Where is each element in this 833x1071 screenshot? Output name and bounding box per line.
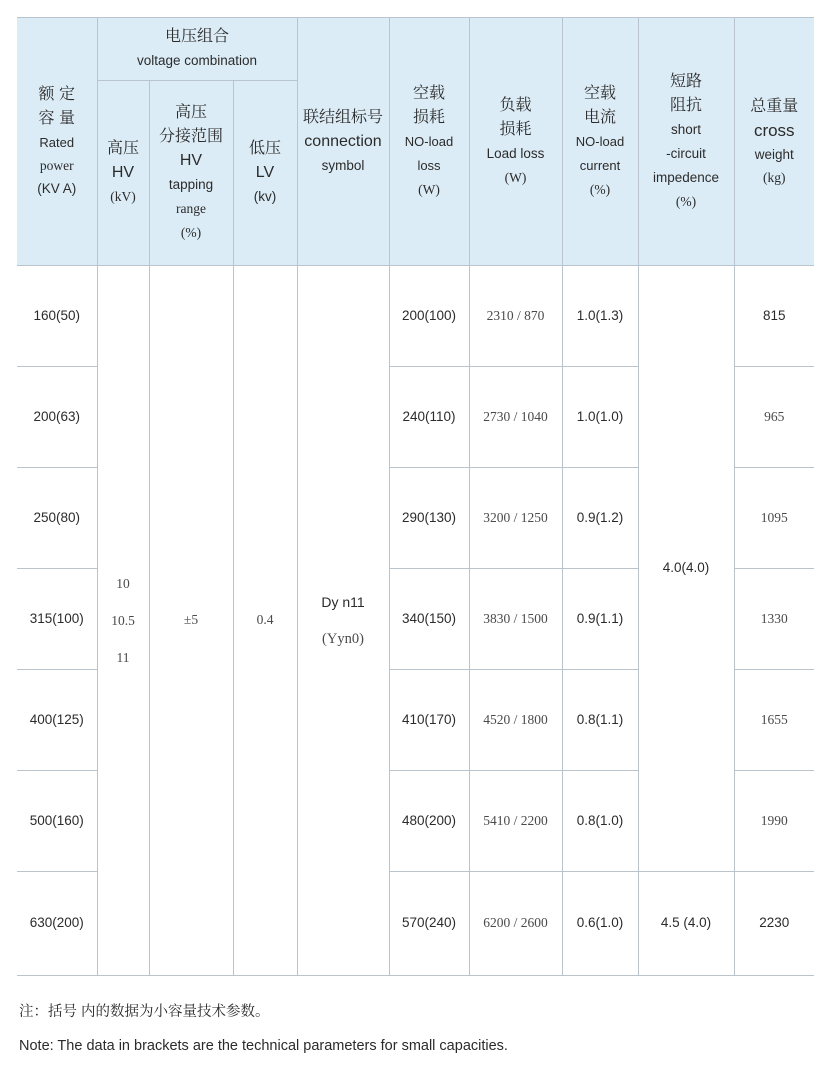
noload-current-cell: 0.9(1.2) bbox=[562, 468, 638, 569]
rated-power-cell: 400(125) bbox=[17, 670, 97, 771]
noload-current-cell: 0.8(1.1) bbox=[562, 670, 638, 771]
rated-power-cell: 315(100) bbox=[17, 569, 97, 670]
rated-power-cell: 250(80) bbox=[17, 468, 97, 569]
header-hv: 高压 HV (kV) bbox=[97, 81, 149, 266]
spec-table-wrapper bbox=[17, 17, 814, 976]
weight-cell: 1095 bbox=[734, 468, 814, 569]
header-row-1 bbox=[17, 18, 814, 81]
hv-values-cell: 10 10.5 11 bbox=[97, 266, 149, 976]
impedance-last-cell: 4.5 (4.0) bbox=[638, 872, 734, 976]
noload-current-cell: 0.6(1.0) bbox=[562, 872, 638, 976]
header-noload-loss: 空载 损耗 NO-load loss (W) bbox=[389, 18, 469, 266]
load-loss-cell: 5410 / 2200 bbox=[469, 771, 562, 872]
load-loss-cell: 3200 / 1250 bbox=[469, 468, 562, 569]
weight-cell: 1655 bbox=[734, 670, 814, 771]
transformer-spec-table bbox=[17, 17, 814, 976]
header-rated-power: 额 定 容 量 Rated power (KV A) bbox=[17, 18, 97, 266]
noload-loss-cell: 240(110) bbox=[389, 367, 469, 468]
noload-current-cell: 0.8(1.0) bbox=[562, 771, 638, 872]
weight-cell: 965 bbox=[734, 367, 814, 468]
rated-power-cell: 630(200) bbox=[17, 872, 97, 976]
noload-loss-cell: 340(150) bbox=[389, 569, 469, 670]
note-english: Note: The data in brackets are the technical parameters for small capacities. bbox=[19, 1038, 508, 1054]
noload-loss-cell: 480(200) bbox=[389, 771, 469, 872]
load-loss-cell: 4520 / 1800 bbox=[469, 670, 562, 771]
noload-loss-cell: 410(170) bbox=[389, 670, 469, 771]
header-noload-current: 空载 电流 NO-load current (%) bbox=[562, 18, 638, 266]
rated-power-cell: 160(50) bbox=[17, 266, 97, 367]
weight-cell: 815 bbox=[734, 266, 814, 367]
weight-cell: 2230 bbox=[734, 872, 814, 976]
load-loss-cell: 6200 / 2600 bbox=[469, 872, 562, 976]
connection-symbol-cell: Dy n11 (Yyn0) bbox=[297, 266, 389, 976]
table-row bbox=[17, 266, 814, 367]
load-loss-cell: 2730 / 1040 bbox=[469, 367, 562, 468]
header-lv: 低压 LV (kv) bbox=[233, 81, 297, 266]
weight-cell: 1990 bbox=[734, 771, 814, 872]
header-hv-tapping-range: 高压 分接范围 HV tapping range (%) bbox=[149, 81, 233, 266]
header-gross-weight: 总重量 cross weight (kg) bbox=[734, 18, 814, 266]
noload-current-cell: 1.0(1.3) bbox=[562, 266, 638, 367]
lv-value-cell: 0.4 bbox=[233, 266, 297, 976]
weight-cell: 1330 bbox=[734, 569, 814, 670]
note-chinese: 注：括号 内的数据为小容量技术参数。 bbox=[19, 1004, 270, 1020]
load-loss-cell: 2310 / 870 bbox=[469, 266, 562, 367]
header-voltage-combination: 电压组合 voltage combination bbox=[97, 18, 297, 81]
header-short-circuit-impedance: 短路 阻抗 short -circuit impedence (%) bbox=[638, 18, 734, 266]
notes bbox=[19, 995, 508, 1063]
noload-loss-cell: 570(240) bbox=[389, 872, 469, 976]
load-loss-cell: 3830 / 1500 bbox=[469, 569, 562, 670]
impedance-main-cell: 4.0(4.0) bbox=[638, 266, 734, 872]
tapping-range-cell: ±5 bbox=[149, 266, 233, 976]
noload-current-cell: 0.9(1.1) bbox=[562, 569, 638, 670]
noload-current-cell: 1.0(1.0) bbox=[562, 367, 638, 468]
rated-power-cell: 500(160) bbox=[17, 771, 97, 872]
header-load-loss: 负载 损耗 Load loss (W) bbox=[469, 18, 562, 266]
rated-power-cell: 200(63) bbox=[17, 367, 97, 468]
noload-loss-cell: 200(100) bbox=[389, 266, 469, 367]
noload-loss-cell: 290(130) bbox=[389, 468, 469, 569]
header-connection-symbol: 联结组标号 connection symbol bbox=[297, 18, 389, 266]
